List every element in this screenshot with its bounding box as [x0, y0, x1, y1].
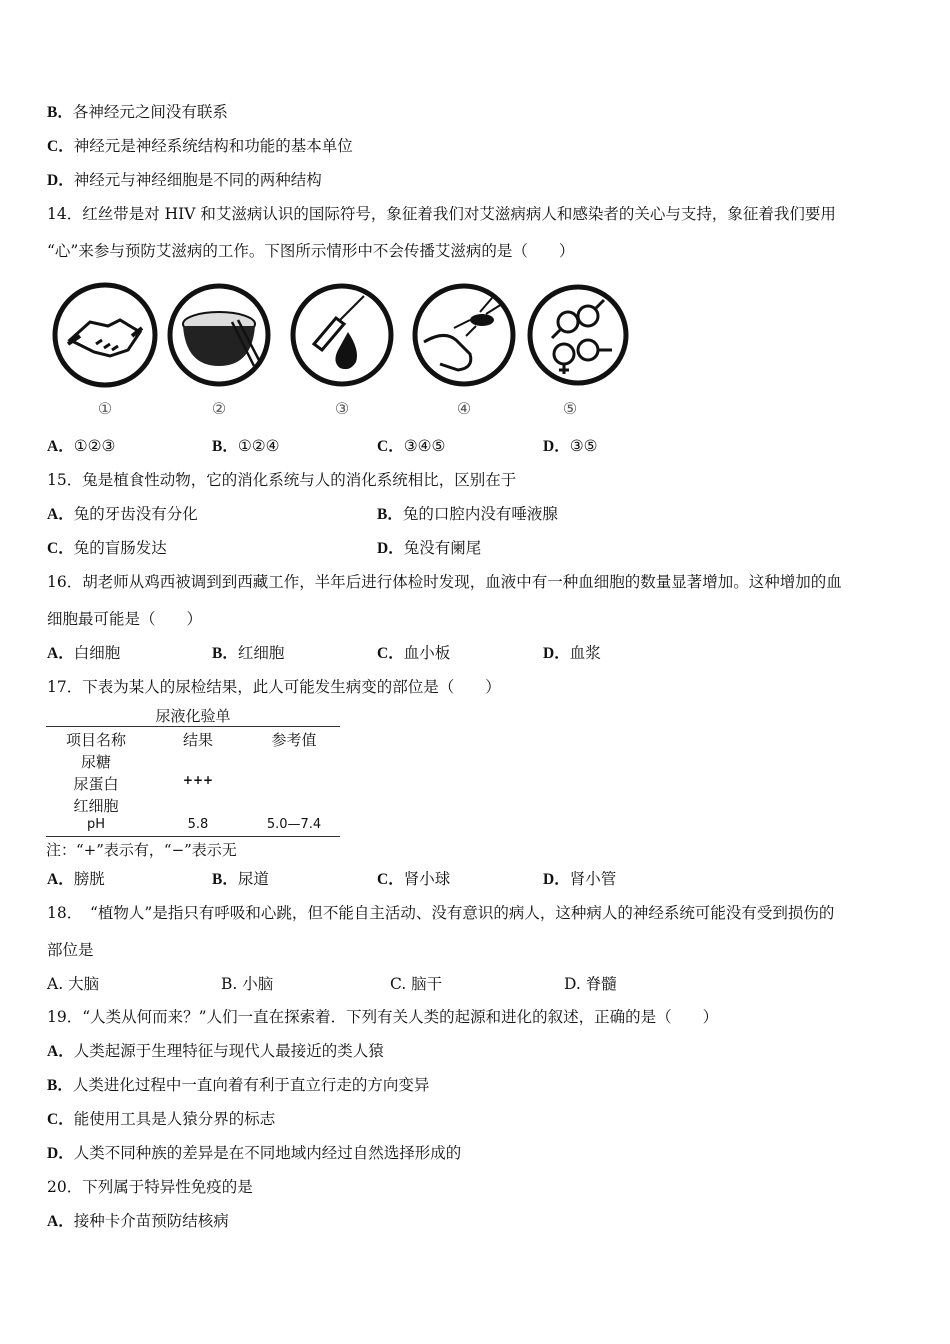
q14-stem-line2: “心”来参与预防艾滋病的工作。下图所示情形中不会传播艾滋病的是（ ） — [47, 242, 575, 260]
q14-option-c: C．③④⑤ — [377, 437, 446, 455]
table-row — [46, 817, 340, 837]
q14-option-a: A．①②③ — [47, 437, 116, 455]
q18-option-c: C. 脑干 — [390, 975, 443, 993]
q16-option-a: A．白细胞 — [47, 644, 121, 662]
table-header: 结果 — [182, 731, 213, 749]
figure-caption-5: ⑤ — [562, 399, 578, 418]
handshake-icon — [50, 282, 160, 388]
table-cell: 尿糖 — [80, 753, 111, 771]
q18-stem-line1: 18． “植物人”是指只有呼吸和心跳，但不能自主活动、没有意识的病人，这种病人的神经系统可能没有受到损伤的 — [47, 904, 835, 922]
table-header: 参考值 — [271, 731, 317, 749]
q18-option-d: D. 脊髓 — [564, 975, 617, 993]
q20-stem: 20．下列属于特异性免疫的是 — [47, 1178, 253, 1196]
figure-caption-2: ② — [211, 399, 227, 418]
q13-option-d: D．神经元与神经细胞是不同的两种结构 — [47, 171, 322, 189]
q19-option-d: D．人类不同种族的差异是在不同地域内经过自然选择形成的 — [47, 1144, 462, 1162]
q17-option-c: C．肾小球 — [377, 870, 451, 888]
table-cell: 5.8 — [187, 817, 209, 832]
figure-caption-4: ④ — [456, 399, 472, 418]
table-cell: +++ — [182, 773, 214, 787]
q19-option-c: C．能使用工具是人猿分界的标志 — [47, 1110, 276, 1128]
q16-stem-line2: 细胞最可能是（ ） — [47, 610, 203, 628]
table-header-row — [46, 729, 340, 749]
q15-stem: 15．兔是植食性动物，它的消化系统与人的消化系统相比，区别在于 — [47, 471, 517, 489]
q18-option-a: A. 大脑 — [47, 975, 100, 993]
table-rule-bottom — [46, 836, 340, 837]
q13-option-c: C．神经元是神经系统结构和功能的基本单位 — [47, 137, 353, 155]
table-note: 注：“+”表示有，“−”表示无 — [46, 841, 237, 859]
table-header: 项目名称 — [65, 731, 126, 749]
table-title: 尿液化验单 — [155, 707, 231, 725]
table-rule-top — [46, 726, 340, 727]
q17-option-b: B．尿道 — [212, 870, 269, 888]
q20-option-a: A．接种卡介苗预防结核病 — [47, 1212, 229, 1230]
table-row — [46, 751, 340, 771]
mosquito-bite-icon — [410, 282, 518, 388]
q15-option-c: C．兔的盲肠发达 — [47, 539, 167, 557]
q19-option-a: A．人类起源于生理特征与现代人最接近的类人猿 — [47, 1042, 384, 1060]
table-row — [46, 773, 340, 793]
table-cell: 尿蛋白 — [73, 775, 119, 793]
rice-bowl-icon — [166, 282, 272, 388]
q18-stem-line2: 部位是 — [47, 941, 94, 959]
q19-stem: 19．“人类从何而来？”人们一直在探索着．下列有关人类的起源和进化的叙述，正确的是（ ） — [47, 1008, 719, 1026]
q14-stem-line1: 14．红丝带是对 HIV 和艾滋病认识的国际符号，象征着我们对艾滋病病人和感染者的关心与支持，象征着我们要用 — [47, 205, 836, 223]
table-row — [46, 795, 340, 815]
q16-option-d: D．血浆 — [543, 644, 601, 662]
q17-stem: 17．下表为某人的尿检结果，此人可能发生病变的部位是（ ） — [47, 678, 501, 696]
q13-option-b: B．各神经元之间没有联系 — [47, 103, 228, 121]
q16-option-b: B．红细胞 — [212, 644, 285, 662]
q17-option-a: A．膀胱 — [47, 870, 105, 888]
figure-caption-3: ③ — [334, 399, 350, 418]
q16-stem-line1: 16．胡老师从鸡西被调到到西藏工作，半年后进行体检时发现，血液中有一种血细胞的数量显著增加。这种增加的血 — [47, 573, 842, 591]
figure-caption-1: ① — [97, 399, 113, 418]
q18-option-b: B. 小脑 — [221, 975, 274, 993]
q14-option-b: B．①②④ — [212, 437, 280, 455]
table-cell: 5.0—7.4 — [266, 817, 322, 832]
table-note-row — [46, 839, 340, 859]
gender-symbols-icon — [526, 282, 630, 388]
q17-option-d: D．肾小管 — [543, 870, 617, 888]
q15-option-b: B．兔的口腔内没有唾液腺 — [377, 505, 558, 523]
q15-option-d: D．兔没有阑尾 — [377, 539, 482, 557]
q14-option-d: D．③⑤ — [543, 437, 598, 455]
q15-option-a: A．兔的牙齿没有分化 — [47, 505, 198, 523]
q16-option-c: C．血小板 — [377, 644, 451, 662]
syringe-blood-icon — [288, 282, 396, 388]
table-cell: 红细胞 — [73, 797, 119, 815]
table-cell: pH — [86, 817, 106, 832]
q19-option-b: B．人类进化过程中一直向着有利于直立行走的方向变异 — [47, 1076, 430, 1094]
